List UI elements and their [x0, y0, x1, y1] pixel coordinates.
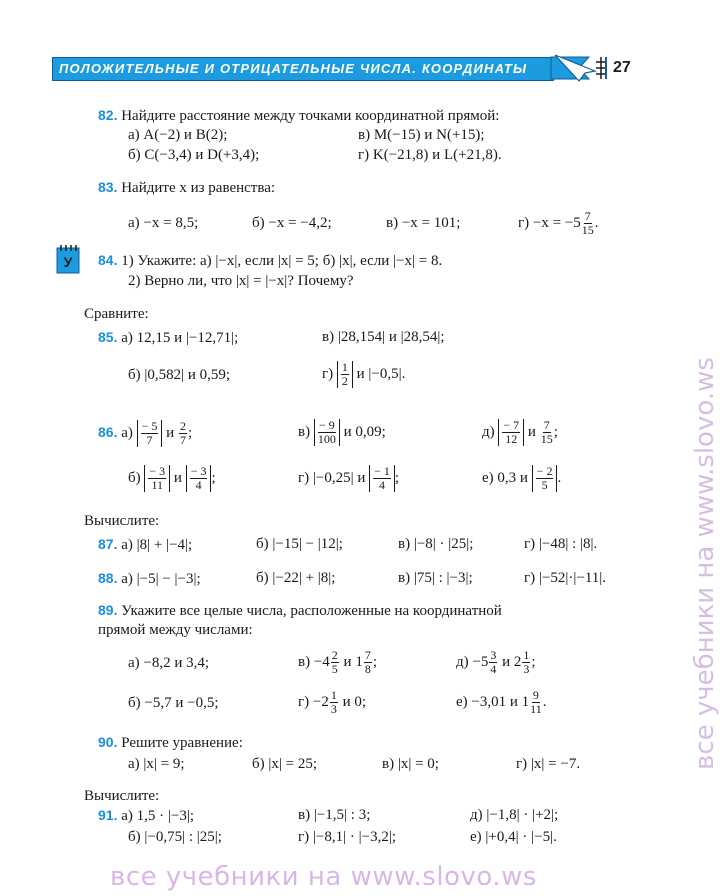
expr-text: б)	[128, 470, 141, 486]
expr-text: г)	[322, 366, 334, 382]
badge-letter: У	[63, 254, 73, 270]
numerator: 1	[341, 360, 348, 375]
fraction	[530, 689, 542, 716]
numerator: 7	[584, 209, 591, 224]
p85-a: а) 12,15 и |−12,71|;	[121, 330, 239, 346]
notepad-icon	[56, 244, 80, 274]
p86-v	[298, 414, 386, 450]
fraction	[541, 419, 553, 446]
numerator: − 5	[141, 419, 158, 434]
expr-text: и 0,09;	[343, 424, 386, 440]
fraction	[364, 649, 372, 676]
numerator: 2	[179, 419, 186, 434]
p82-a: а) A(−2) и B(2);	[128, 127, 228, 143]
p82-v: в) M(−15) и N(+15);	[358, 127, 485, 143]
p87-a	[98, 535, 192, 554]
denominator: 5	[331, 662, 338, 677]
expr-text: д) −5	[456, 654, 489, 670]
problem-85-row1	[98, 328, 238, 347]
denominator: 8	[364, 662, 371, 677]
fraction	[489, 649, 497, 676]
expr-text: ;	[553, 424, 558, 440]
problem-number: 89.	[98, 602, 118, 618]
p85-v: в) |28,154| и |28,54|;	[322, 329, 445, 345]
p88-v: в) |75| : |−3|;	[398, 570, 473, 586]
p86-a	[98, 414, 192, 451]
fraction	[190, 465, 208, 492]
problem-number: 91.	[98, 807, 118, 823]
fraction	[179, 420, 187, 447]
p87-b: б) |−15| − |12|;	[256, 536, 343, 552]
denominator: 4	[379, 478, 386, 493]
denominator: 2	[341, 374, 348, 389]
task-text: Укажите все целые числа, расположенные на координатной	[121, 603, 502, 619]
expr-text: ;	[531, 654, 536, 670]
problem-82-task	[98, 106, 499, 125]
p88-g: г) |−52|·|−11|.	[524, 570, 607, 586]
p91-v: в) |−1,5| : 3;	[298, 807, 371, 823]
side-watermark-text: все учебники на www.slovo.ws	[690, 357, 720, 770]
p91-e: е) |+0,4| · |−5|.	[470, 829, 557, 845]
numerator: − 3	[149, 464, 166, 479]
p85-g	[322, 356, 405, 392]
p89-e	[456, 684, 546, 720]
numerator: 7	[543, 418, 550, 433]
abs-value	[186, 465, 212, 492]
task-text: Найдите расстояние между точками координатной прямой:	[121, 108, 500, 124]
expr-text: г) |−0,25| и	[298, 470, 366, 486]
expr-text: д)	[482, 424, 495, 440]
p90-b: б) |x| = 25;	[252, 756, 318, 772]
denominator: 11	[530, 702, 542, 717]
p90-a: а) |x| = 9;	[128, 756, 185, 772]
expr-text: ;	[372, 654, 377, 670]
expr-text: .	[557, 470, 562, 486]
problem-number: 87.	[98, 536, 118, 552]
fraction	[502, 419, 520, 446]
expr-text: а)	[121, 425, 133, 441]
p86-g	[298, 460, 399, 496]
expr-text: а) |8| + |−4|;	[121, 537, 193, 553]
section-calculate-2: Вычислите:	[84, 788, 160, 804]
expr-text: е) 0,3 и	[482, 470, 528, 486]
expr-text: в)	[298, 424, 311, 440]
expr-text: а) 1,5 · |−3|;	[121, 808, 194, 824]
denominator: 7	[179, 433, 186, 448]
p82-b: б) C(−3,4) и D(+3,4);	[128, 147, 260, 163]
denominator: 15	[581, 223, 594, 238]
expr-text: и	[527, 424, 536, 440]
numerator: − 9	[318, 418, 335, 433]
denominator: 12	[505, 432, 518, 447]
p83-v: в) −x = 101;	[386, 215, 461, 231]
numerator: 1	[330, 688, 337, 703]
expr-text: в) −4	[298, 654, 330, 670]
abs-value	[144, 465, 170, 492]
fraction	[373, 465, 391, 492]
p82-g: г) K(−21,8) и L(+21,8).	[358, 147, 502, 163]
abs-value	[498, 419, 524, 446]
fraction	[148, 465, 166, 492]
header-title: ПОЛОЖИТЕЛЬНЫЕ И ОТРИЦАТЕЛЬНЫЕ ЧИСЛА. КООРДИНАТЫ	[59, 61, 528, 76]
fraction	[141, 420, 159, 447]
bottom-watermark: все учебники на www.slovo.ws	[110, 862, 537, 892]
p83-g	[518, 206, 599, 240]
page-header	[52, 53, 640, 83]
fraction	[331, 649, 339, 676]
expr-text: и 2	[502, 654, 522, 670]
p87-v: в) |−8| · |25|;	[398, 536, 474, 552]
problem-84-line1	[98, 251, 442, 270]
expr-text: и	[173, 470, 182, 486]
expr-text: .	[594, 215, 599, 231]
numerator: − 3	[190, 464, 207, 479]
p89-v	[298, 644, 377, 680]
denominator: 7	[146, 433, 153, 448]
abs-value	[369, 465, 395, 492]
expr-text: и 1	[343, 654, 363, 670]
side-watermark	[668, 120, 720, 780]
problem-number: 85.	[98, 329, 118, 345]
p87-g: г) |−48| : |8|.	[524, 536, 598, 552]
problem-89-task	[98, 601, 502, 620]
problem-number: 84.	[98, 252, 118, 268]
denominator: 4	[195, 478, 202, 493]
problem-number: 82.	[98, 107, 118, 123]
numerator: 3	[490, 648, 497, 663]
expr-text: ;	[211, 470, 216, 486]
p89-a: а) −8,2 и 3,4;	[128, 655, 210, 671]
abs-value	[137, 420, 163, 447]
p90-v: в) |x| = 0;	[382, 756, 439, 772]
header-bar	[52, 57, 554, 81]
fraction	[582, 210, 594, 237]
problem-90-task	[98, 733, 243, 752]
task-text: Решите уравнение:	[121, 735, 243, 751]
abs-value	[337, 361, 353, 388]
denominator: 4	[490, 662, 497, 677]
fraction	[341, 361, 349, 388]
numerator: 2	[331, 648, 338, 663]
p89-d	[456, 644, 536, 680]
section-compare: Сравните:	[84, 306, 149, 322]
p89-g	[298, 684, 366, 720]
abs-value	[314, 419, 340, 446]
page-number: 27	[605, 57, 647, 79]
expr-text: ;	[394, 470, 400, 486]
denominator: 3	[523, 662, 530, 677]
p91-b: б) |−0,75| : |25|;	[128, 829, 222, 845]
problem-number: 83.	[98, 179, 118, 195]
numerator: − 1	[374, 464, 390, 479]
fraction	[536, 465, 554, 492]
p88-b: б) |−22| + |8|;	[256, 570, 336, 586]
p86-e	[482, 460, 561, 496]
numerator: 9	[532, 688, 539, 703]
section-calculate-1: Вычислите:	[84, 513, 160, 529]
abs-value	[532, 465, 558, 492]
fraction	[318, 419, 336, 446]
p90-g: г) |x| = −7.	[516, 756, 581, 772]
p91-d: д) |−1,8| · |+2|;	[470, 807, 559, 823]
denominator: 11	[151, 478, 164, 493]
task-text: Найдите x из равенства:	[121, 180, 276, 196]
p91-a	[98, 806, 194, 825]
p89-b: б) −5,7 и −0,5;	[128, 695, 219, 711]
p88-a	[98, 569, 201, 588]
p85-b: б) |0,582| и 0,59;	[128, 367, 231, 383]
p83-a: а) −x = 8,5;	[128, 215, 199, 231]
numerator: − 7	[503, 418, 520, 433]
p86-b	[128, 460, 216, 496]
expr-text: г) −x = −5	[518, 215, 581, 231]
fraction	[330, 689, 338, 716]
expr-text: .	[542, 694, 547, 710]
numerator: − 2	[536, 464, 553, 479]
expr-text: г) −2	[298, 694, 329, 710]
p86-d	[482, 414, 558, 450]
problem-number: 88.	[98, 570, 118, 586]
problem-84-line2: 2) Верно ли, что |x| = |−x|? Почему?	[128, 273, 354, 289]
problem-89-task-cont: прямой между числами:	[98, 622, 253, 638]
denominator: 3	[330, 702, 337, 717]
p83-b: б) −x = −4,2;	[252, 215, 332, 231]
task-text: 1) Укажите: а) |−x|, если |x| = 5; б) |x|, если |−x| = 8.	[121, 253, 443, 269]
denominator: 15	[540, 432, 553, 447]
bookmark-arrow-icon	[549, 53, 609, 83]
expr-text: а) |−5| − |−3|;	[121, 571, 201, 587]
problem-83-task	[98, 178, 275, 197]
numerator: 1	[523, 648, 530, 663]
expr-text: и	[166, 425, 175, 441]
fraction	[522, 649, 530, 676]
problem-number: 86.	[98, 424, 118, 440]
expr-text: е) −3,01 и 1	[456, 694, 530, 710]
expr-text: и |−0,5|.	[356, 366, 406, 382]
expr-text: и 0;	[342, 694, 367, 710]
p91-g: г) |−8,1| · |−3,2|;	[298, 829, 396, 845]
denominator: 5	[541, 478, 548, 493]
problem-number: 90.	[98, 734, 118, 750]
denominator: 100	[317, 432, 336, 447]
expr-text: ;	[187, 425, 193, 441]
numerator: 7	[364, 648, 371, 663]
